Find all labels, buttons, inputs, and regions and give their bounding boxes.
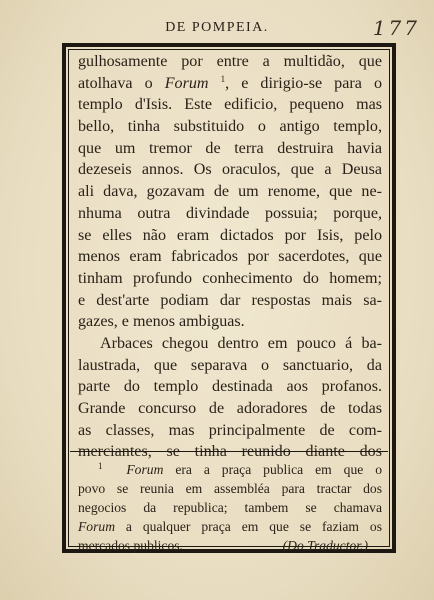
footnote-block [78,460,382,555]
running-header [0,18,434,40]
footnote-separator [70,451,388,452]
footnote-term: Forum [78,519,116,534]
running-title: DE POMPEIA. [165,20,269,35]
page-number: 177 [372,16,420,40]
footnote-line: povo se reunia em assembléa para tractar dos [78,481,382,496]
main-text-block [78,51,382,463]
text-line: gulhosamente por entre a multidão, que [78,53,382,70]
text-line: laustrada, que separava o sanctuario, da [78,356,382,374]
text-fragment: , e dirigio-se para o [225,74,382,92]
text-line: e dest'arte podiam dar respostas mais sa- [78,291,382,309]
italic-term: Forum [164,74,209,92]
text-line: ali dava, gozavam de um renome, que ne- [78,183,382,201]
footnote-number: 1 [98,461,103,471]
text-line: merciantes, se tinha reunido diante dos [78,443,382,461]
text-line: templo d'Isis. Este edificio, pequeno mas [78,96,382,114]
text-fragment: era a praça publica em que o [163,462,383,477]
text-fragment: atolhava o [78,74,165,92]
text-line [78,73,382,95]
text-line: as classes, mas principalmente de com- [78,421,382,439]
footnote-attribution: (Do Traductor.) [282,538,368,553]
text-line: se elles não eram dictados por Isis, pelo [78,226,382,244]
text-fragment: a qualquer praça em que se faziam os [115,519,382,534]
text-line: dezeseis annos. Os oraculos, que a Deusa [78,161,382,179]
text-line: parte do templo destinada aos profanos. [78,378,382,396]
footnote-term: Forum [126,462,164,477]
text-line: nhuma outra divindade possuia; porque, [78,204,382,222]
text-line: gazes, e menos ambiguas. [78,313,245,331]
text-fragment: mercados publicos. [78,538,183,553]
footnote-line [78,517,382,536]
footnote-marker: 1 [220,73,226,84]
text-line: menos eram fabricados por sacerdotes, que [78,248,382,266]
text-line: que um tremor de terra destruira havia [78,139,382,157]
footnote-line: negocios da republica; tambem se chamava [78,500,382,515]
text-line: Grande concurso de adoradores de todas [78,400,382,417]
text-line: Arbaces chegou dentro em pouco á ba- [100,334,382,352]
text-line: tinham profundo conhecimento do homem; [78,269,382,287]
footnote-line [78,460,382,479]
footnote-line [78,536,382,555]
text-line: bello, tinha substituido o antigo templo, [78,118,382,136]
